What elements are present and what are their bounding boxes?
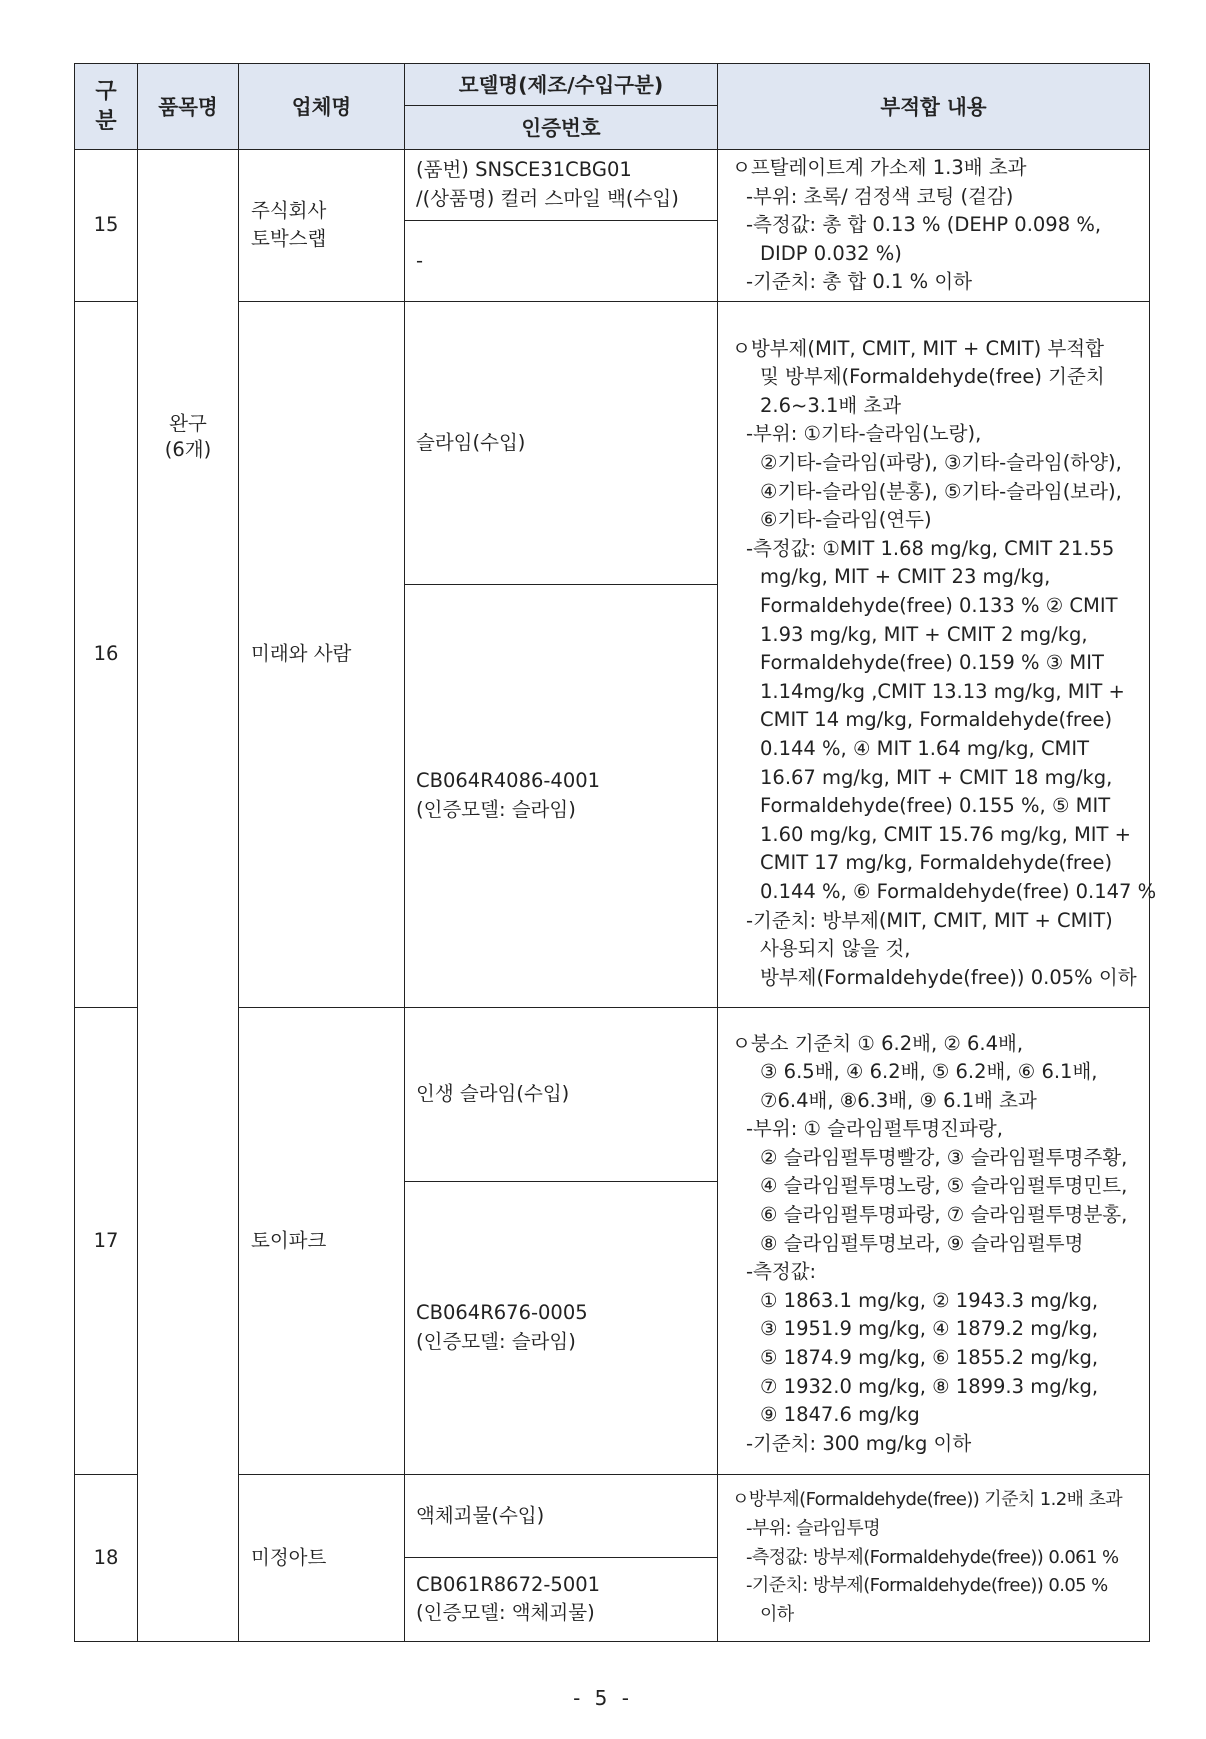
detail-line: -측정값: — [746, 1260, 817, 1284]
detail-line: ㅇ붕소 기준치 ① 6.2배, ② 6.4배, — [732, 1031, 1024, 1055]
detail-line: Formaldehyde(free) 0.133 % ② CMIT — [760, 593, 1118, 617]
detail-line: ① 1863.1 mg/kg, ② 1943.3 mg/kg, — [760, 1288, 1099, 1312]
detail-line: 2.6~3.1배 초과 — [760, 393, 902, 417]
detail-line: ④기타-슬라임(분홍), ⑤기타-슬라임(보라), — [760, 479, 1122, 503]
header-company: 업체명 — [239, 64, 405, 150]
detail-line: -부위: ①기타-슬라임(노랑), — [746, 422, 982, 446]
detail-line: 및 방부제(Formaldehyde(free) 기준치 — [760, 365, 1105, 389]
detail-line: -측정값: 방부제(Formaldehyde(free)) 0.061 % — [746, 1546, 1119, 1568]
noncompliance-table — [74, 63, 1157, 1642]
item-group-name: 완구 — [169, 412, 207, 436]
detail-line: -부위: 초록/ 검정색 코팅 (겉감) — [746, 184, 1014, 208]
detail-line: ② 슬라임펄투명빨강, ③ 슬라임펄투명주황, — [760, 1145, 1128, 1169]
header-model: 모델명(제조/수입구분) — [405, 64, 718, 106]
model-line: (품번) SNSCE31CBG01 — [416, 158, 632, 182]
cert-line: CB064R676-0005 — [416, 1301, 588, 1325]
detail-line: ③ 1951.9 mg/kg, ④ 1879.2 mg/kg, — [760, 1317, 1099, 1341]
detail-line: -부위: 슬라임투명 — [746, 1518, 880, 1540]
row-number: 16 — [75, 301, 138, 1007]
company-name: 토박스랩 — [251, 227, 327, 251]
detail-cell — [718, 1007, 1150, 1474]
company-name: 토이파크 — [251, 1228, 327, 1252]
header-detail: 부적합 내용 — [718, 64, 1150, 150]
cert-line: CB064R4086-4001 — [416, 769, 601, 793]
company-cell — [239, 1007, 405, 1474]
item-group-cell — [138, 150, 239, 1642]
detail-line: CMIT 14 mg/kg, Formaldehyde(free) — [760, 708, 1113, 732]
detail-line: 16.67 mg/kg, MIT + CMIT 18 mg/kg, — [760, 765, 1113, 789]
company-cell — [239, 1474, 405, 1641]
detail-cell — [718, 1474, 1150, 1641]
detail-line: ③ 6.5배, ④ 6.2배, ⑤ 6.2배, ⑥ 6.1배, — [760, 1060, 1098, 1084]
cert-cell — [405, 1557, 718, 1641]
model-cell — [405, 150, 718, 221]
detail-line: ⑨ 1847.6 mg/kg — [760, 1403, 920, 1427]
detail-line: ⑥ 슬라임펄투명파랑, ⑦ 슬라임펄투명분홍, — [760, 1203, 1128, 1227]
cert-cell — [405, 584, 718, 1007]
detail-line: Formaldehyde(free) 0.155 %, ⑤ MIT — [760, 794, 1111, 818]
company-cell — [239, 301, 405, 1007]
cert-line: - — [416, 248, 424, 272]
company-name: 미래와 사람 — [251, 642, 352, 666]
detail-line: ⑧ 슬라임펄투명보라, ⑨ 슬라임펄투명 — [760, 1231, 1084, 1255]
company-name: 주식회사 — [251, 198, 327, 222]
header-item: 품목명 — [138, 64, 239, 150]
detail-line: 방부제(Formaldehyde(free)) 0.05% 이하 — [760, 965, 1137, 989]
company-cell — [239, 150, 405, 302]
detail-line: ⑥기타-슬라임(연두) — [760, 508, 932, 532]
row-number: 17 — [75, 1007, 138, 1474]
item-group-count: (6개) — [164, 438, 212, 462]
detail-line: ㅇ프탈레이트계 가소제 1.3배 초과 — [732, 156, 1027, 179]
header-cert: 인증번호 — [405, 106, 718, 150]
company-name: 미정아트 — [251, 1545, 327, 1569]
model-line: 액체괴물(수입) — [416, 1503, 545, 1527]
model-line: 슬라임(수입) — [416, 430, 526, 454]
row-number: 15 — [75, 150, 138, 302]
detail-line: ②기타-슬라임(파랑), ③기타-슬라임(하양), — [760, 451, 1122, 475]
cert-cell — [405, 220, 718, 301]
detail-line: Formaldehyde(free) 0.159 % ③ MIT — [760, 651, 1104, 675]
detail-line: 사용되지 않을 것, — [760, 937, 911, 961]
table-row — [75, 150, 1150, 221]
header-gubun — [75, 64, 138, 150]
detail-line: -부위: ① 슬라임펄투명진파랑, — [746, 1117, 1003, 1141]
detail-line: 0.144 %, ④ MIT 1.64 mg/kg, CMIT — [760, 736, 1090, 760]
row-number: 18 — [75, 1474, 138, 1641]
model-line: 인생 슬라임(수입) — [416, 1082, 570, 1106]
model-cell — [405, 301, 718, 584]
detail-line: -측정값: ①MIT 1.68 mg/kg, CMIT 21.55 — [746, 536, 1115, 560]
detail-line: 1.60 mg/kg, CMIT 15.76 mg/kg, MIT + — [760, 822, 1131, 846]
detail-cell — [718, 301, 1157, 1007]
model-line: /(상품명) 컬러 스마일 백(수입) — [416, 186, 679, 210]
detail-cell — [718, 150, 1150, 302]
cert-line: (인증모델: 액체괴물) — [416, 1601, 595, 1625]
detail-line: ㅇ방부제(Formaldehyde(free)) 기준치 1.2배 초과 — [732, 1489, 1123, 1511]
detail-line: -기준치: 300 mg/kg 이하 — [746, 1431, 972, 1455]
detail-line: -기준치: 방부제(MIT, CMIT, MIT + CMIT) — [746, 908, 1113, 932]
detail-line: -기준치: 방부제(Formaldehyde(free)) 0.05 % — [746, 1575, 1108, 1597]
model-cell — [405, 1007, 718, 1181]
detail-line: CMIT 17 mg/kg, Formaldehyde(free) — [760, 851, 1113, 875]
detail-line: ㅇ방부제(MIT, CMIT, MIT + CMIT) 부적합 — [732, 336, 1104, 360]
detail-line: 0.144 %, ⑥ Formaldehyde(free) 0.147 % — [760, 879, 1157, 903]
cert-line: CB061R8672-5001 — [416, 1572, 601, 1596]
header-gubun-text: 구 분 — [95, 78, 117, 134]
detail-line: mg/kg, MIT + CMIT 23 mg/kg, — [760, 565, 1051, 589]
detail-line: ⑤ 1874.9 mg/kg, ⑥ 1855.2 mg/kg, — [760, 1346, 1099, 1370]
detail-line: ⑦ 1932.0 mg/kg, ⑧ 1899.3 mg/kg, — [760, 1374, 1099, 1398]
cert-line: (인증모델: 슬라임) — [416, 797, 576, 821]
detail-line: 1.14mg/kg ,CMIT 13.13 mg/kg, MIT + — [760, 679, 1125, 703]
detail-line: ④ 슬라임펄투명노랑, ⑤ 슬라임펄투명민트, — [760, 1174, 1128, 1198]
detail-line: -기준치: 총 합 0.1 % 이하 — [746, 270, 972, 294]
detail-line: 이하 — [760, 1603, 794, 1625]
detail-line: DIDP 0.032 %) — [760, 241, 902, 265]
cert-line: (인증모델: 슬라임) — [416, 1329, 576, 1353]
model-cell — [405, 1474, 718, 1557]
detail-line: 1.93 mg/kg, MIT + CMIT 2 mg/kg, — [760, 622, 1088, 646]
detail-line: -측정값: 총 합 0.13 % (DEHP 0.098 %, — [746, 213, 1102, 237]
detail-line: ⑦6.4배, ⑧6.3배, ⑨ 6.1배 초과 — [760, 1088, 1037, 1112]
page-number: - 5 - — [573, 1686, 633, 1710]
cert-cell — [405, 1181, 718, 1474]
